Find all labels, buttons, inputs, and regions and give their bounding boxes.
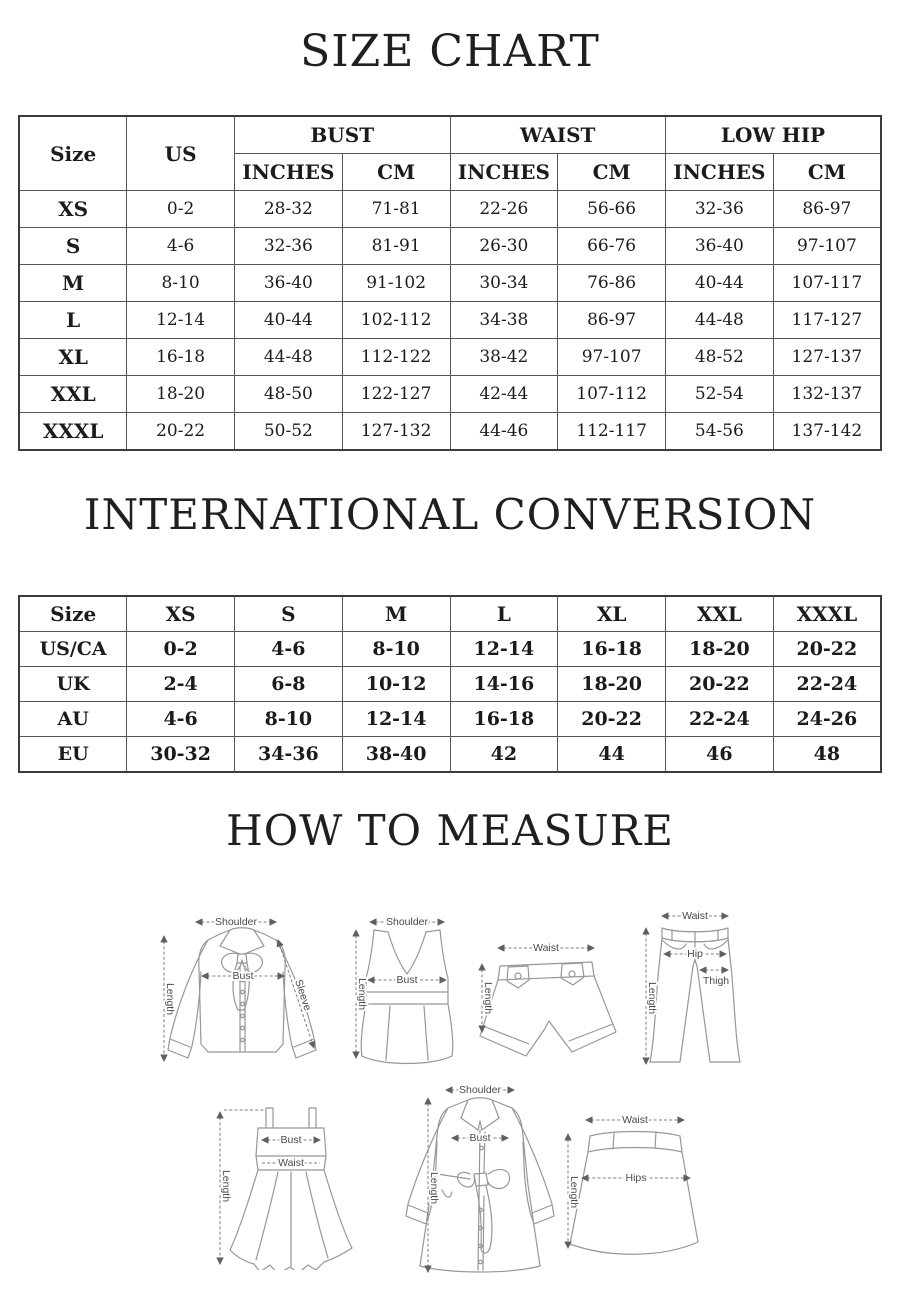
- bust-cm-header: CM: [342, 154, 450, 191]
- table-cell: 127-137: [773, 339, 881, 376]
- table-cell: 16-18: [558, 632, 666, 667]
- table-cell: 34-38: [450, 302, 558, 339]
- table-row: [19, 376, 881, 413]
- table-cell: 76-86: [558, 265, 666, 302]
- table-cell: 48-50: [235, 376, 343, 413]
- dimension-lines: [220, 1110, 320, 1264]
- length-label: Length: [356, 977, 368, 1011]
- waist-inches-header: INCHES: [450, 154, 558, 191]
- conversion-title: INTERNATIONAL CONVERSION: [83, 490, 817, 539]
- garment-outline: [570, 1132, 698, 1255]
- conversion-section: [18, 595, 882, 773]
- conversion-header-row: [19, 596, 881, 632]
- table-cell: 44-48: [666, 302, 774, 339]
- table-cell: 0-2: [127, 191, 235, 228]
- table-cell: 22-24: [666, 702, 774, 737]
- table-cell: 20-22: [666, 667, 774, 702]
- skirt-diagram: [558, 1108, 710, 1262]
- table-cell: XS: [19, 191, 127, 228]
- table-cell: 42: [450, 737, 558, 773]
- length-label: Length: [428, 1171, 440, 1205]
- table-row: [19, 413, 881, 451]
- lowhip-cm-header: CM: [773, 154, 881, 191]
- dimension-lines: [356, 922, 446, 1058]
- garment-outline: [361, 930, 453, 1064]
- table-cell: 30-34: [450, 265, 558, 302]
- table-cell: 81-91: [342, 228, 450, 265]
- table-row: [19, 667, 881, 702]
- waist-cm-header: CM: [558, 154, 666, 191]
- table-cell: 137-142: [773, 413, 881, 451]
- table-cell: 8-10: [127, 265, 235, 302]
- table-cell: 132-137: [773, 376, 881, 413]
- table-cell: 122-127: [342, 376, 450, 413]
- table-cell: 71-81: [342, 191, 450, 228]
- table-cell: 22-24: [773, 667, 881, 702]
- col-group-waist: WAIST: [450, 116, 666, 154]
- table-cell: 38-42: [450, 339, 558, 376]
- table-cell: 32-36: [235, 228, 343, 265]
- table-cell: AU: [19, 702, 127, 737]
- table-row: [19, 191, 881, 228]
- table-cell: 14-16: [450, 667, 558, 702]
- shoulder-label: Shoulder: [385, 916, 429, 928]
- lowhip-inches-header: INCHES: [666, 154, 774, 191]
- tank-top-diagram: [350, 906, 464, 1068]
- garment-outline: [230, 1108, 352, 1270]
- table-cell: XXL: [19, 376, 127, 413]
- table-cell: 48-52: [666, 339, 774, 376]
- table-cell: 112-122: [342, 339, 450, 376]
- table-cell: 36-40: [235, 265, 343, 302]
- dimension-lines: [164, 922, 314, 1061]
- table-cell: 0-2: [127, 632, 235, 667]
- table-cell: 97-107: [773, 228, 881, 265]
- pants-diagram: [632, 906, 760, 1070]
- conv-header-xl: XL: [558, 596, 666, 632]
- bust-label: Bust: [469, 1132, 491, 1144]
- table-cell: 66-76: [558, 228, 666, 265]
- conv-header-l: L: [450, 596, 558, 632]
- table-cell: 91-102: [342, 265, 450, 302]
- table-cell: 56-66: [558, 191, 666, 228]
- garment-outline: [480, 962, 616, 1056]
- table-cell: 46: [666, 737, 774, 773]
- table-cell: 52-54: [666, 376, 774, 413]
- bust-inches-header: INCHES: [235, 154, 343, 191]
- table-cell: 20-22: [773, 632, 881, 667]
- table-cell: 36-40: [666, 228, 774, 265]
- bust-label: Bust: [280, 1134, 302, 1146]
- hip-label: Hip: [687, 948, 703, 960]
- table-cell: 44: [558, 737, 666, 773]
- table-cell: 26-30: [450, 228, 558, 265]
- length-label: Length: [164, 982, 176, 1016]
- table-row: [19, 339, 881, 376]
- table-cell: 117-127: [773, 302, 881, 339]
- table-cell: 40-44: [235, 302, 343, 339]
- table-cell: 28-32: [235, 191, 343, 228]
- table-cell: 6-8: [235, 667, 343, 702]
- table-cell: XXXL: [19, 413, 127, 451]
- table-cell: 4-6: [127, 228, 235, 265]
- col-header-size: Size: [19, 116, 127, 191]
- col-group-lowhip: LOW HIP: [666, 116, 882, 154]
- how-to-measure-title: HOW TO MEASURE: [226, 806, 674, 855]
- size-chart-title: SIZE CHART: [300, 26, 600, 77]
- table-row: [19, 702, 881, 737]
- conversion-table: [18, 595, 882, 773]
- waist-label: Waist: [278, 1157, 304, 1169]
- table-row: [19, 737, 881, 773]
- dimension-lines: [482, 948, 594, 1032]
- table-cell: 44-48: [235, 339, 343, 376]
- table-row: [19, 302, 881, 339]
- table-cell: UK: [19, 667, 127, 702]
- bust-label: Bust: [232, 970, 254, 982]
- dress-diagram: [210, 1098, 372, 1270]
- length-label: Length: [646, 981, 658, 1015]
- table-cell: 8-10: [235, 702, 343, 737]
- table-cell: M: [19, 265, 127, 302]
- table-cell: 102-112: [342, 302, 450, 339]
- table-cell: 18-20: [666, 632, 774, 667]
- waist-label: Waist: [622, 1114, 648, 1126]
- table-cell: 20-22: [127, 413, 235, 451]
- conv-header-xxl: XXL: [666, 596, 774, 632]
- table-cell: 18-20: [558, 667, 666, 702]
- table-cell: 32-36: [666, 191, 774, 228]
- table-cell: 112-117: [558, 413, 666, 451]
- table-cell: 107-112: [558, 376, 666, 413]
- table-cell: 12-14: [450, 632, 558, 667]
- table-cell: 18-20: [127, 376, 235, 413]
- conv-header-m: M: [342, 596, 450, 632]
- table-cell: US/CA: [19, 632, 127, 667]
- dimension-lines: [568, 1120, 690, 1248]
- table-row: [19, 228, 881, 265]
- table-cell: 127-132: [342, 413, 450, 451]
- table-cell: 8-10: [342, 632, 450, 667]
- shoulder-label: Shoulder: [458, 1084, 502, 1096]
- length-label: Length: [220, 1169, 232, 1203]
- table-row: [19, 265, 881, 302]
- table-cell: 20-22: [558, 702, 666, 737]
- waist-label: Waist: [533, 942, 559, 954]
- bust-label: Bust: [396, 974, 418, 986]
- col-group-bust: BUST: [235, 116, 451, 154]
- table-cell: 40-44: [666, 265, 774, 302]
- conv-header-xs: XS: [127, 596, 235, 632]
- table-cell: 48: [773, 737, 881, 773]
- table-cell: 44-46: [450, 413, 558, 451]
- table-cell: 34-36: [235, 737, 343, 773]
- table-cell: L: [19, 302, 127, 339]
- conv-header-xxxl: XXXL: [773, 596, 881, 632]
- length-label: Length: [568, 1175, 580, 1209]
- col-header-us: US: [127, 116, 235, 191]
- table-cell: 38-40: [342, 737, 450, 773]
- table-cell: 2-4: [127, 667, 235, 702]
- table-cell: EU: [19, 737, 127, 773]
- coat-diagram: [390, 1080, 556, 1278]
- table-cell: 4-6: [235, 632, 343, 667]
- table-cell: 97-107: [558, 339, 666, 376]
- thigh-label: Thigh: [702, 975, 730, 987]
- table-cell: 16-18: [450, 702, 558, 737]
- table-cell: 16-18: [127, 339, 235, 376]
- table-cell: 86-97: [773, 191, 881, 228]
- size-chart-table: [18, 115, 882, 451]
- shoulder-label: Shoulder: [214, 916, 258, 928]
- table-cell: 86-97: [558, 302, 666, 339]
- table-cell: 42-44: [450, 376, 558, 413]
- table-cell: 12-14: [342, 702, 450, 737]
- table-cell: 12-14: [127, 302, 235, 339]
- table-cell: 54-56: [666, 413, 774, 451]
- shorts-diagram: [472, 936, 624, 1060]
- conv-header-size: Size: [19, 596, 127, 632]
- table-cell: 4-6: [127, 702, 235, 737]
- hips-label: Hips: [625, 1172, 647, 1184]
- table-cell: S: [19, 228, 127, 265]
- conv-header-s: S: [235, 596, 343, 632]
- table-cell: XL: [19, 339, 127, 376]
- blouse-diagram: [156, 906, 328, 1068]
- sleeve-label: Sleeve: [292, 977, 314, 1013]
- table-cell: 107-117: [773, 265, 881, 302]
- table-cell: 10-12: [342, 667, 450, 702]
- table-cell: 24-26: [773, 702, 881, 737]
- group-header-row: [19, 116, 881, 154]
- table-cell: 30-32: [127, 737, 235, 773]
- length-label: Length: [482, 981, 494, 1015]
- size-chart-section: [18, 115, 882, 451]
- table-row: [19, 632, 881, 667]
- table-cell: 50-52: [235, 413, 343, 451]
- waist-label: Waist: [682, 910, 708, 922]
- table-cell: 22-26: [450, 191, 558, 228]
- garment-outline: [168, 928, 316, 1058]
